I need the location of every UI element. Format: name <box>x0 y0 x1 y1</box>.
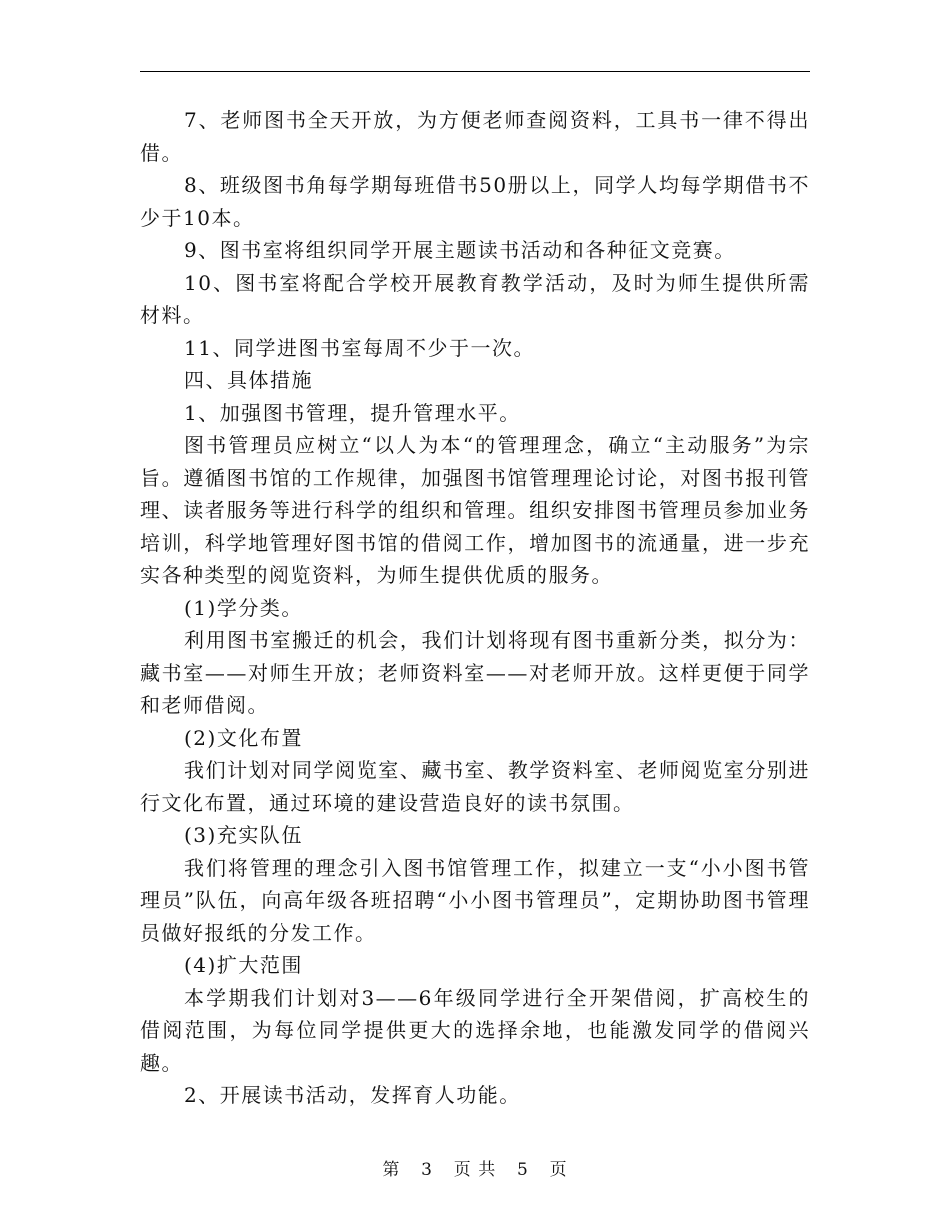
paragraph-decoration-body: 我们计划对同学阅览室、藏书室、教学资料室、老师阅览室分别进行文化布置，通过环境的建设营造良好的读书氛围。 <box>140 758 810 815</box>
paragraph-item-7: 7、老师图书全天开放，为方便老师查阅资料，工具书一律不得出借。 <box>140 108 810 165</box>
subheading-decoration: (2)文化布置 <box>184 725 303 750</box>
footer-prefix: 第 <box>382 1160 401 1180</box>
paragraph-item-9: 9、图书室将组织同学开展主题读书活动和各种征文竞赛。 <box>184 238 736 262</box>
page-footer <box>0 1155 950 1180</box>
paragraph-classification-body: 利用图书室搬迁的机会，我们计划将现有图书重新分类，拟分为：藏书室——对师生开放；老师资料室——对老师开放。这样更便于同学和老师借阅。 <box>140 628 810 717</box>
paragraph-item-11: 11、同学进图书室每周不少于一次。 <box>184 335 535 360</box>
footer-suffix: 页 <box>549 1160 568 1180</box>
paragraph-item-8: 8、班级图书角每学期每班借书50册以上，同学人均每学期借书不少于10本。 <box>140 173 810 230</box>
paragraph-team-body: 我们将管理的理念引入图书馆管理工作，拟建立一支“小小图书管理员”队伍，向高年级各班招聘“小小图书管理员”，定期协助图书管理员做好报纸的分发工作。 <box>140 855 810 945</box>
page-number: 3 <box>421 1160 433 1180</box>
subheading-management: 1、加强图书管理，提升管理水平。 <box>184 400 521 425</box>
paragraph-scope-body: 本学期我们计划对3——6年级同学进行全开架借阅，扩高校生的借阅范围，为每位同学提供更大的选择余地，也能激发同学的借阅兴趣。 <box>140 985 810 1075</box>
paragraph-item-10: 10、图书室将配合学校开展教育教学活动，及时为师生提供所需材料。 <box>140 270 810 327</box>
subheading-scope: (4)扩大范围 <box>184 953 303 977</box>
subheading-team: (3)充实队伍 <box>184 823 303 847</box>
document-body <box>140 104 810 1112</box>
header-rule <box>140 71 810 72</box>
subheading-reading-activities: 2、开展读书活动，发挥育人功能。 <box>184 1083 521 1107</box>
section-heading-measures: 四、具体措施 <box>184 368 313 392</box>
subheading-classification: (1)学分类。 <box>184 595 303 620</box>
page-total: 5 <box>517 1160 529 1180</box>
footer-middle: 页 共 <box>453 1160 497 1180</box>
paragraph-management-body: 图书管理员应树立“以人为本“的管理理念，确立“主动服务”为宗旨。遵循图书馆的工作规律，加强图书馆管理理论讨论，对图书报刊管理、读者服务等进行科学的组织和管理。组织安排图书管理员参加业务培训，科学地管理好图书馆的借阅工作，增加图书的流通量，进一步充实各种类型的阅览资料，为师生提供优质的服务。 <box>140 433 810 587</box>
